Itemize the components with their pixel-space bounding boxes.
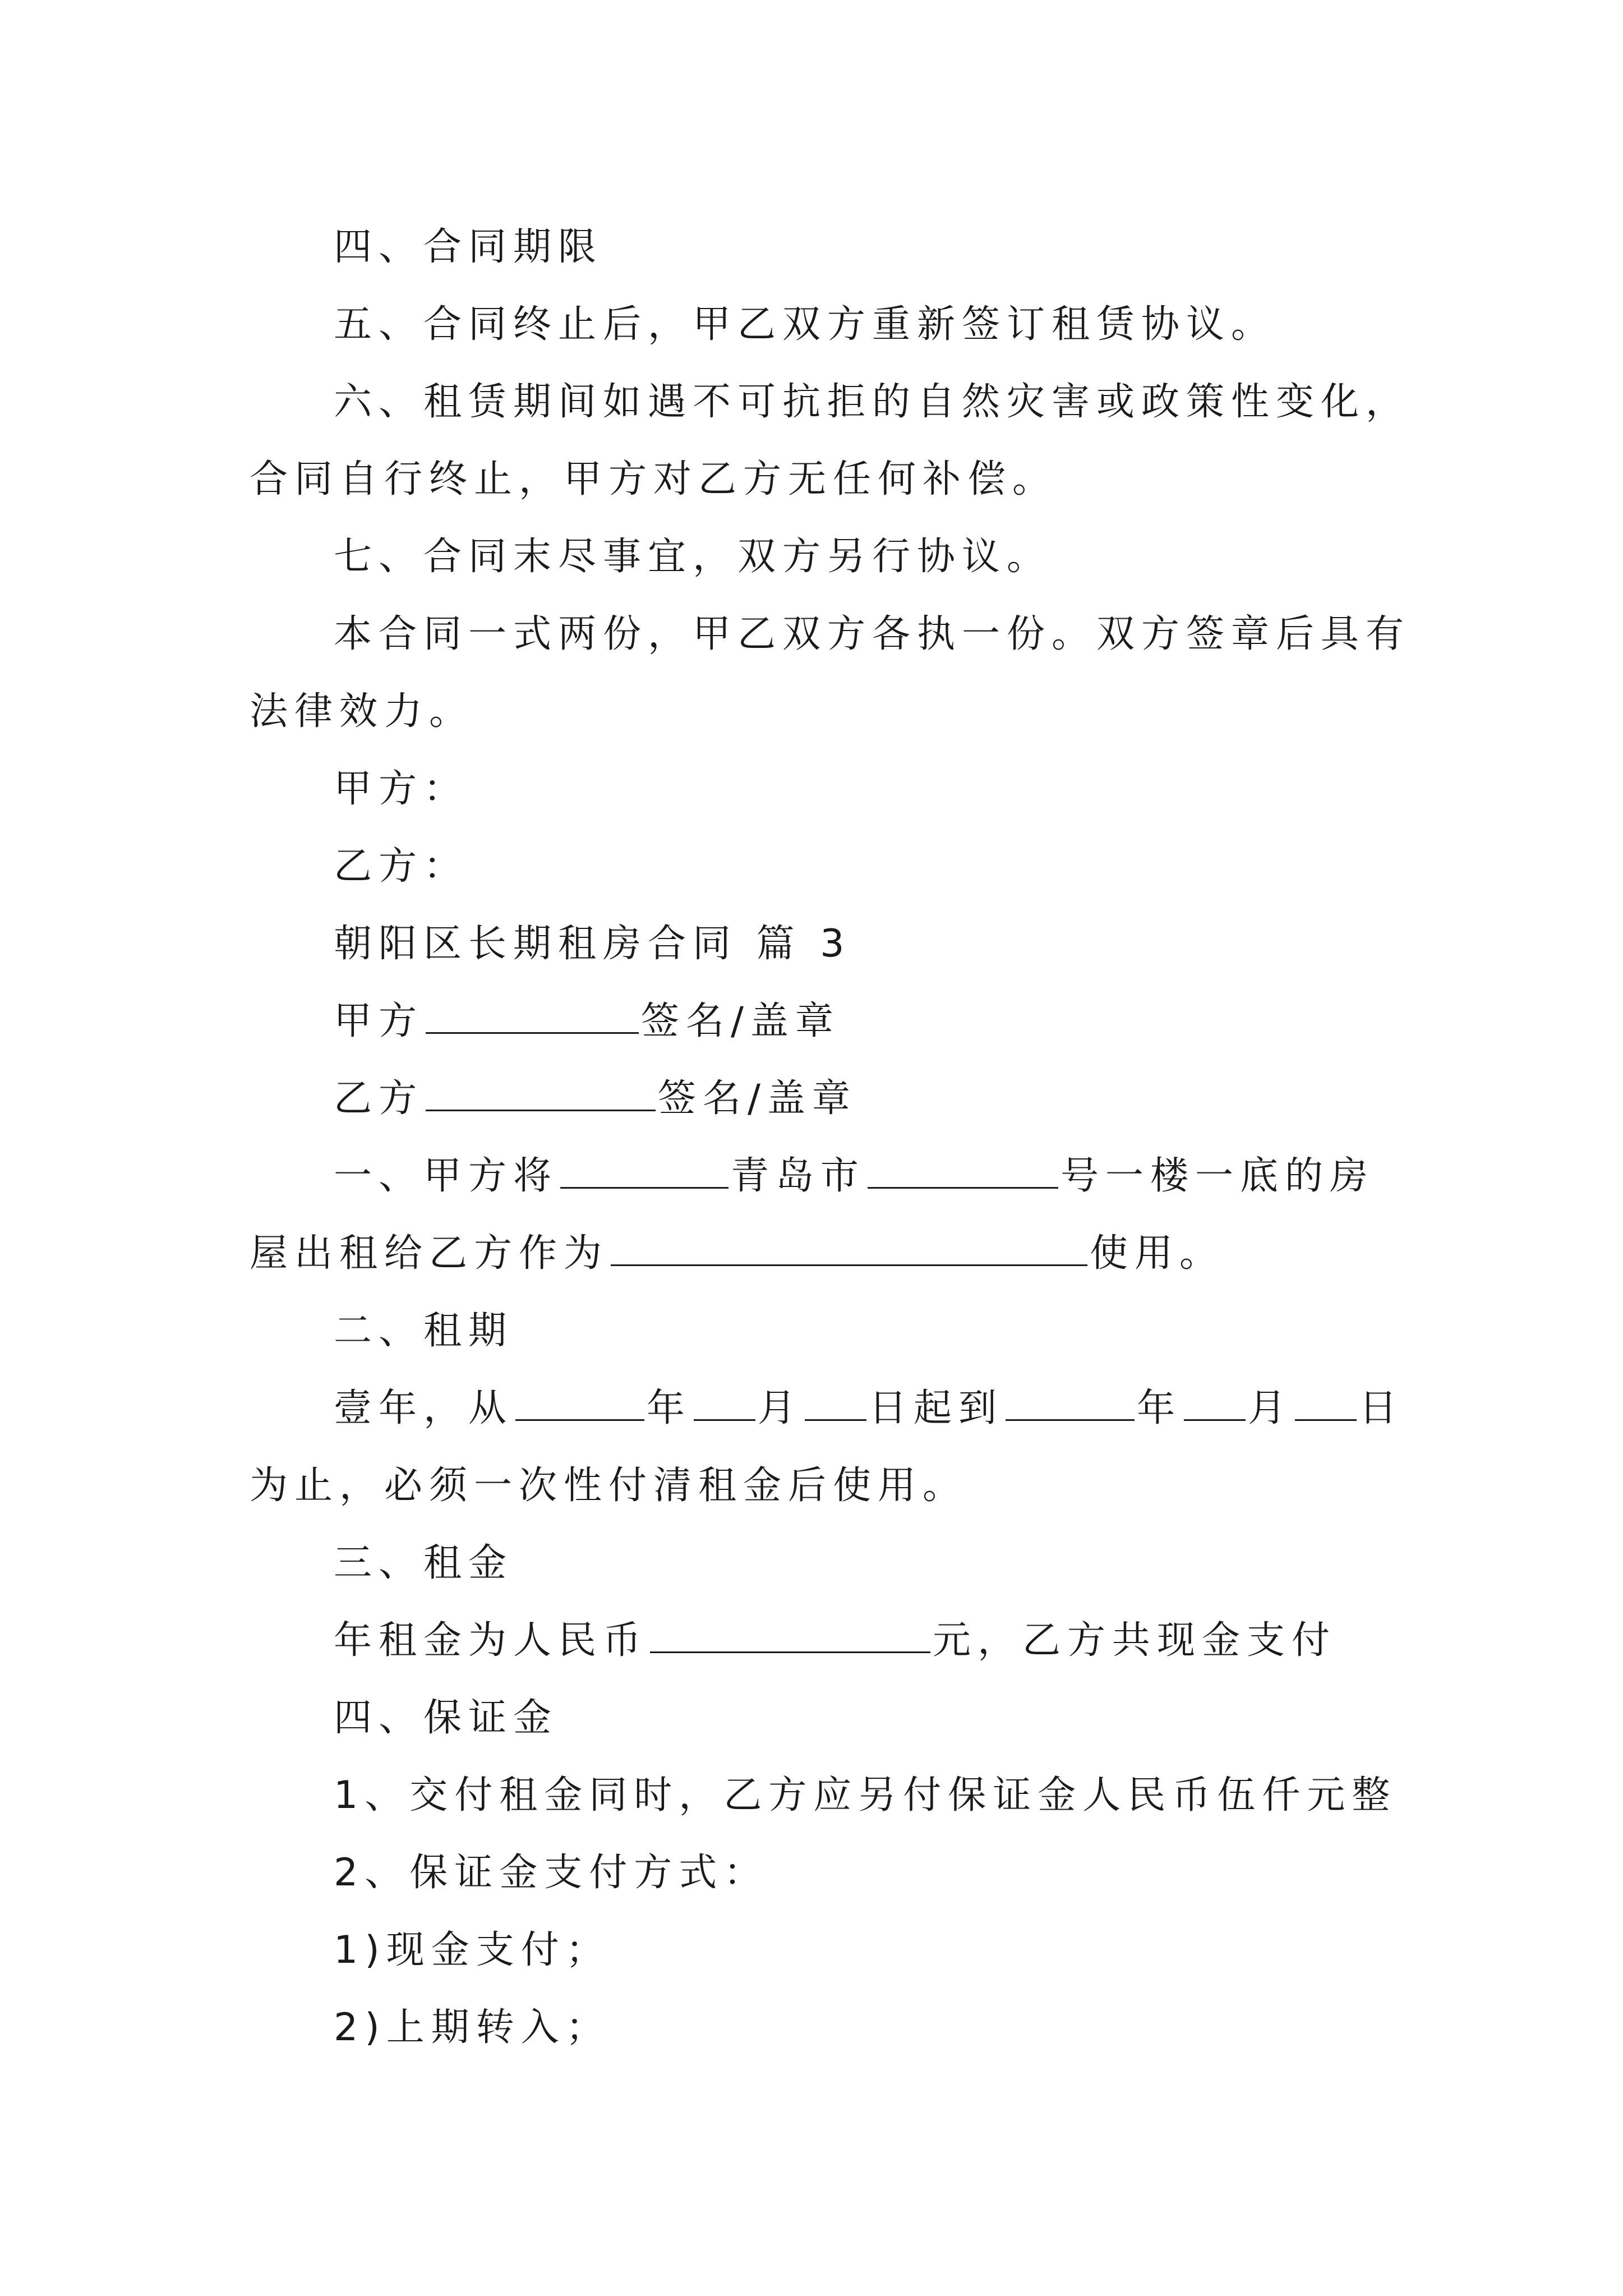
address-blank <box>868 1153 1058 1189</box>
deposit-item-1: 1、交付租金同时，乙方应另付保证金人民币伍仟元整 <box>334 1773 1397 1818</box>
lease-term-line1: 壹年，从 年 月 日起到 年 月 日 <box>334 1386 1404 1430</box>
clause-six-line1: 六、租赁期间如遇不可抗拒的自然灾害或政策性变化， <box>334 380 1411 424</box>
start-day-blank <box>805 1386 866 1421</box>
deposit-item-2: 2、保证金支付方式： <box>334 1851 769 1895</box>
section-deposit-heading: 四、保证金 <box>334 1696 559 1740</box>
end-month-blank <box>1184 1386 1246 1421</box>
party-a-label: 甲方： <box>334 767 469 811</box>
payment-method-1: 1)现金支付； <box>334 1928 611 1972</box>
party-a-signature-line: 甲方 签名/盖章 <box>334 999 840 1043</box>
rent-amount-blank <box>650 1618 930 1653</box>
contract-text <box>250 209 1411 2067</box>
party-b-blank <box>426 1076 656 1111</box>
clause-five: 五、合同终止后，甲乙双方重新签订租赁协议。 <box>334 302 1276 347</box>
clause-one-line1: 一、甲方将 青岛市 号一楼一底的房 <box>334 1154 1375 1198</box>
start-month-blank <box>694 1386 755 1421</box>
party-a-blank <box>426 999 639 1034</box>
copies-line2: 法律效力。 <box>250 689 474 734</box>
rent-amount-line: 年租金为人民币 元，乙方共现金支付 <box>334 1618 1337 1663</box>
section-rent-heading: 三、租金 <box>334 1541 514 1585</box>
section-lease-term-heading: 二、租期 <box>334 1309 514 1353</box>
start-year-blank <box>515 1386 644 1421</box>
lease-term-line2: 为止，必须一次性付清租金后使用。 <box>250 1464 968 1508</box>
end-day-blank <box>1295 1386 1357 1421</box>
clause-seven: 七、合同末尽事宜，双方另行协议。 <box>334 535 1052 579</box>
payment-method-2: 2)上期转入； <box>334 2005 611 2050</box>
contract-title: 朝阳区长期租房合同 篇 3 <box>334 922 851 966</box>
party-b-signature-line: 乙方 签名/盖章 <box>334 1076 857 1121</box>
section-term-heading: 四、合同期限 <box>334 225 603 269</box>
end-year-blank <box>1006 1386 1135 1421</box>
copies-line1: 本合同一式两份，甲乙双方各执一份。双方签章后具有 <box>334 612 1411 656</box>
location-blank <box>560 1153 728 1189</box>
usage-blank <box>611 1231 1087 1266</box>
party-b-label: 乙方： <box>334 844 469 889</box>
clause-six-line2: 合同自行终止，甲方对乙方无任何补偿。 <box>250 457 1058 501</box>
clause-one-line2: 屋出租给乙方作为 使用。 <box>250 1231 1225 1276</box>
